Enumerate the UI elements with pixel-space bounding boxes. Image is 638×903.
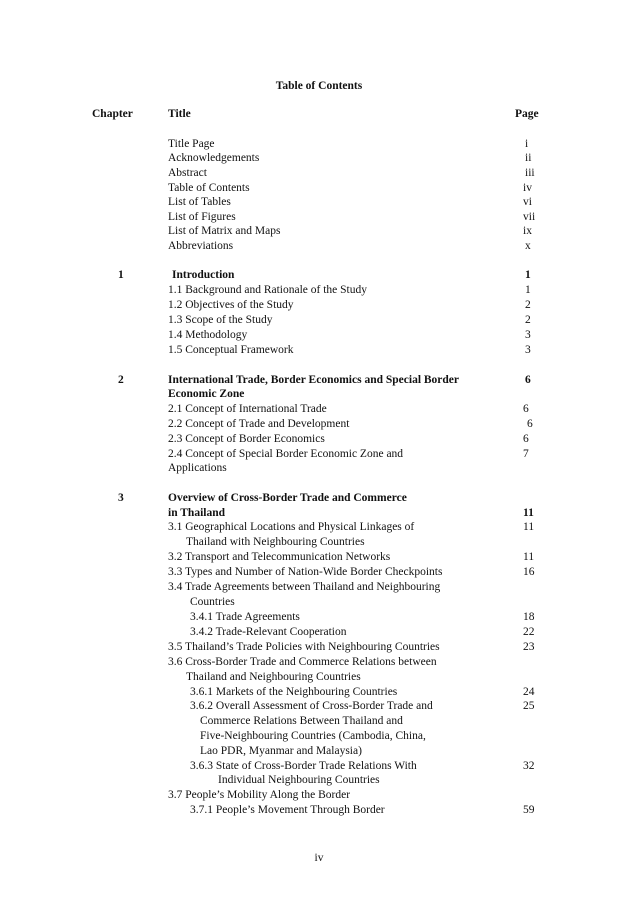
section-title: 1.1 Background and Rationale of the Study: [168, 284, 367, 296]
chapter-page: 1: [525, 269, 531, 281]
subsection-title: 3.7.1 People’s Movement Through Border: [190, 804, 385, 816]
page-number: iv: [314, 852, 324, 864]
front-title: List of Matrix and Maps: [168, 225, 281, 237]
front-page: vii: [523, 211, 536, 223]
section-page: 2: [525, 299, 531, 311]
front-title: Title Page: [168, 138, 215, 150]
subsection-title: 3.4.1 Trade Agreements: [190, 611, 300, 623]
front-page: x: [525, 240, 531, 252]
section-title: 1.2 Objectives of the Study: [168, 299, 294, 311]
section-page: 3: [525, 329, 531, 341]
section-title: 3.7 People’s Mobility Along the Border: [168, 789, 351, 801]
page-title: Table of Contents: [275, 80, 363, 92]
chapter-page: 6: [525, 374, 531, 386]
subsection-title-cont: Commerce Relations Between Thailand and: [200, 715, 403, 727]
section-page: 6: [523, 433, 529, 445]
subsection-page: 22: [523, 626, 535, 638]
section-title: 2.2 Concept of Trade and Development: [168, 418, 350, 430]
section-title: 3.3 Types and Number of Nation-Wide Border Checkpoints: [168, 566, 443, 578]
front-title: List of Figures: [168, 211, 236, 223]
section-title: 3.1 Geographical Locations and Physical Linkages of: [168, 521, 415, 533]
section-page: 6: [523, 403, 529, 415]
front-page: iv: [523, 182, 532, 194]
front-title: Abbreviations: [168, 240, 234, 252]
section-page: 23: [523, 641, 535, 653]
section-title: 2.1 Concept of International Trade: [168, 403, 327, 415]
subsection-page: 24: [523, 686, 535, 698]
front-title: Table of Contents: [168, 182, 250, 194]
section-title: 3.2 Transport and Telecommunication Networks: [168, 551, 391, 563]
section-page: 16: [523, 566, 535, 578]
chapter-number: 3: [118, 492, 124, 504]
chapter-number: 1: [118, 269, 124, 281]
section-title: 3.4 Trade Agreements between Thailand and Neighbouring: [168, 581, 441, 593]
section-page: 1: [525, 284, 531, 296]
section-page: 7: [523, 448, 529, 460]
section-page: 6: [527, 418, 533, 430]
chapter-title: Overview of Cross-Border Trade and Commerce: [168, 492, 407, 504]
section-title: 2.4 Concept of Special Border Economic Zone and: [168, 448, 404, 460]
chapter-title-cont: Economic Zone: [168, 388, 245, 400]
subsection-title: 3.6.2 Overall Assessment of Cross-Border Trade and: [190, 700, 433, 712]
subsection-page: 59: [523, 804, 535, 816]
front-title: Acknowledgements: [168, 152, 260, 164]
subsection-title: 3.6.1 Markets of the Neighbouring Countries: [190, 686, 398, 698]
subsection-title-cont: Lao PDR, Myanmar and Malaysia): [200, 745, 362, 757]
section-title-cont: Thailand with Neighbouring Countries: [186, 536, 365, 548]
section-title: 1.4 Methodology: [168, 329, 248, 341]
header-title: Title: [168, 108, 191, 120]
header-chapter: Chapter: [92, 108, 133, 120]
front-title: Abstract: [168, 167, 207, 179]
subsection-page: 25: [523, 700, 535, 712]
subsection-page: 18: [523, 611, 535, 623]
section-page: 3: [525, 344, 531, 356]
front-page: ii: [525, 152, 532, 164]
chapter-title: Introduction: [172, 269, 235, 281]
section-title: 3.5 Thailand’s Trade Policies with Neighbouring Countries: [168, 641, 440, 653]
subsection-title-cont: Five-Neighbouring Countries (Cambodia, China,: [200, 730, 426, 742]
subsection-title: 3.6.3 State of Cross-Border Trade Relations With: [190, 760, 417, 772]
header-page: Page: [515, 108, 539, 120]
subsection-page: 32: [523, 760, 535, 772]
front-page: iii: [525, 167, 535, 179]
section-page: 2: [525, 314, 531, 326]
section-title: 1.5 Conceptual Framework: [168, 344, 294, 356]
subsection-title-cont: Individual Neighbouring Countries: [218, 774, 380, 786]
front-title: List of Tables: [168, 196, 231, 208]
subsection-title: 3.4.2 Trade-Relevant Cooperation: [190, 626, 347, 638]
front-page: ix: [523, 225, 532, 237]
section-title: 2.3 Concept of Border Economics: [168, 433, 325, 445]
front-page: vi: [523, 196, 532, 208]
section-title-cont: Thailand and Neighbouring Countries: [186, 671, 361, 683]
section-page: 11: [523, 551, 535, 563]
section-title: 1.3 Scope of the Study: [168, 314, 273, 326]
section-title-cont: Applications: [168, 462, 227, 474]
chapter-title-cont: in Thailand: [168, 507, 226, 519]
chapter-title: International Trade, Border Economics and Special Border: [168, 374, 460, 386]
chapter-number: 2: [118, 374, 124, 386]
section-title-cont: Countries: [190, 596, 235, 608]
section-page: 11: [523, 521, 535, 533]
front-page: i: [525, 138, 529, 150]
section-title: 3.6 Cross-Border Trade and Commerce Relations between: [168, 656, 437, 668]
chapter-page: 11: [523, 507, 534, 519]
